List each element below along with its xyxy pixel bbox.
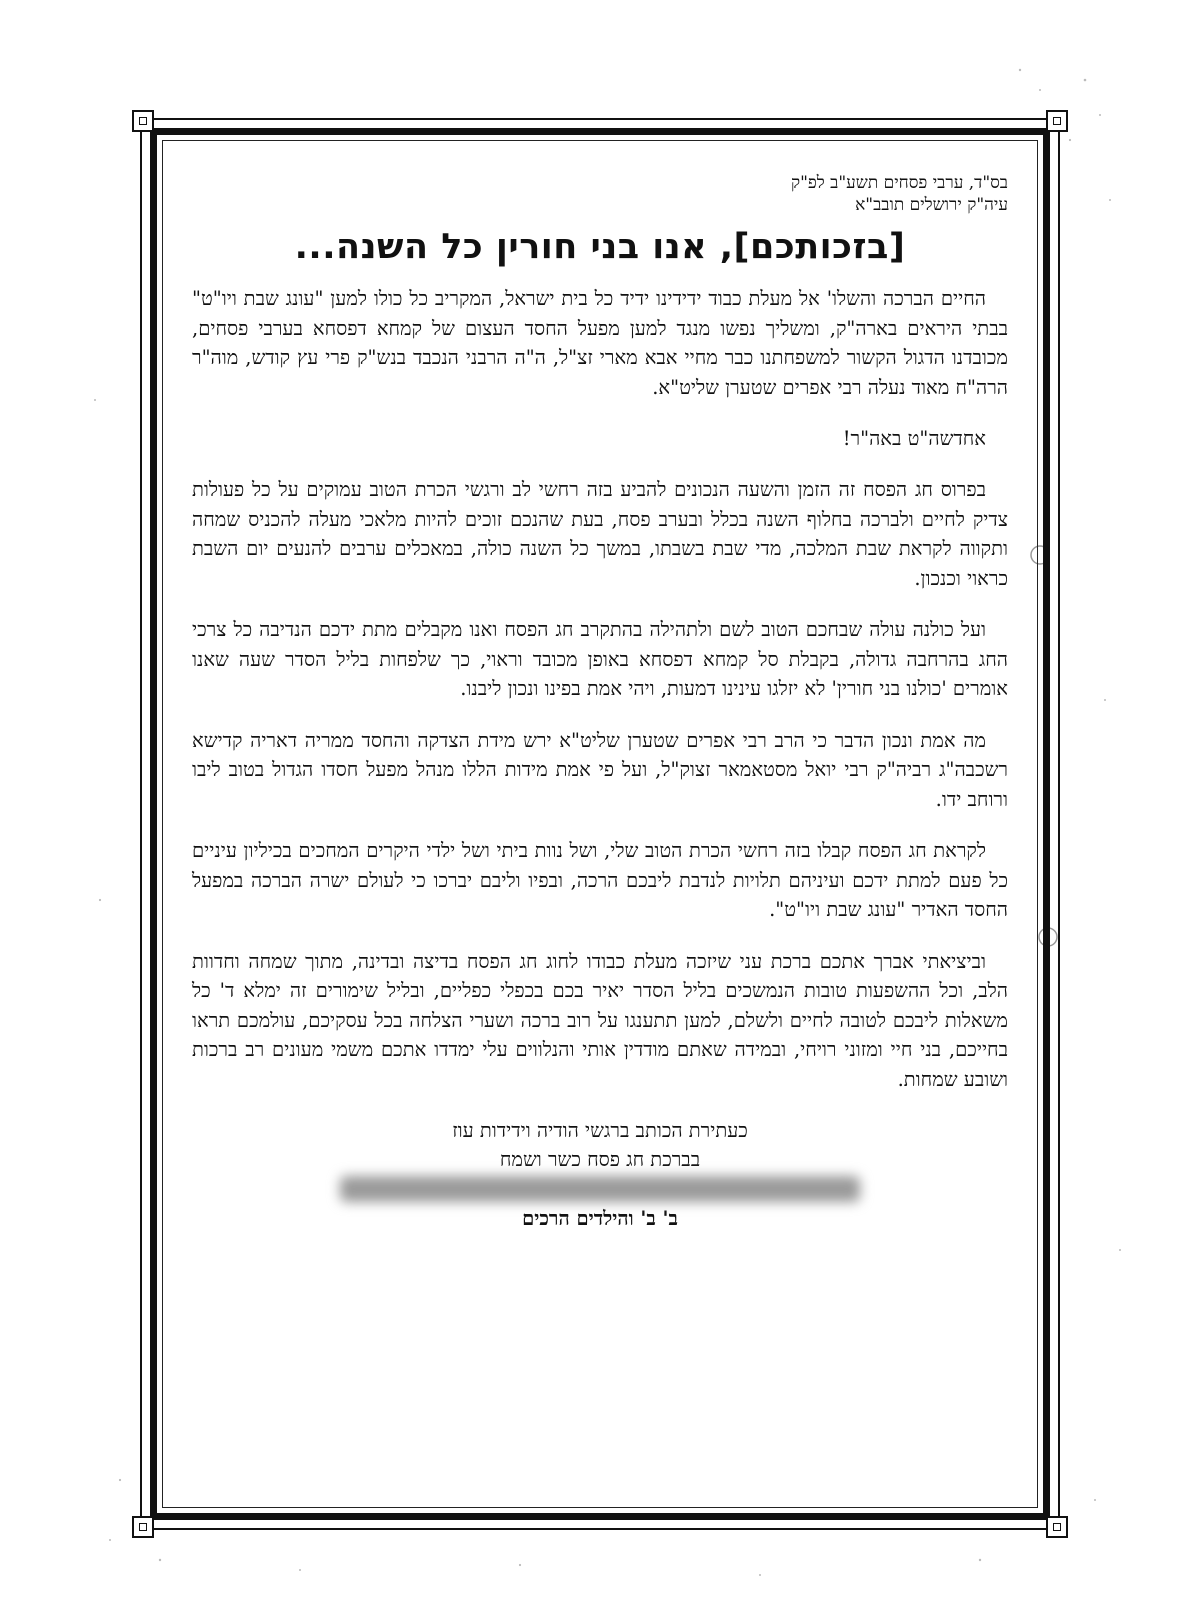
paragraph: בפרוס חג הפסח זה הזמן והשעה הנכונים להביע בזה רחשי לב ורגשי הכרת הטוב עמוקים על כל פעולות צדיק לחיים ולברכה בחלוף השנה בכלל ובערב פסח, בעת שהנכם זוכים להיות מלאכי מעלה להכניס שמחה ותקווה לקראת שבת המלכה, מדי שבת בשבתו, במשך כל השנה כולה, במאכלים ערבים להנעים יום השבת כראוי וכנכון. [192,478,1008,590]
paragraph: וביציאתי אברך אתכם ברכת עני שיזכה מעלת כבודו לחוג חג הפסח בדיצה ובדינה, מתוך שמחה וחדוות הלב, וכל ההשפעות טובות הנמשכים בליל הסדר יאיר בכם בכפלי כפליים, ובליל שימורים זה ימלא ד' כל משאלות ליבכם לטובה לחיים ולשלם, למען תתענגו על רוב ברכה ושערי הצלחה בכל עסקיכם, עולמכם תראו בחייכם, בני חיי ומזוני רויחי, ובמידה שאתם מודדין אותי והנלווים עלי ימדדו אתכם משמי מעונים רב ברכות ושובע שמחות. [192,949,1008,1091]
paragraph: מה אמת ונכון הדבר כי הרב רבי אפרים שטערן שליט"א ירש מידת הצדקה והחסד ממריה דאריה קדישא רשכבה"ג רביה"ק רבי יואל מסטאמאר זצוק"ל, ועל פי אמת מידות הללו מנהל מפעל חסדו הגדול בטוב ליבו ורוחב ידו. [192,728,1008,811]
paragraph: לקראת חג הפסח קבלו בזה רחשי הכרת הטוב שלי, ושל נוות ביתי ושל ילדי היקרים המחכים בכיליון עיניים כל פעם למתת ידכם ועיניהם תלויות לנדבת ליבכם הרכה, ובפיו וליבם יברכו כי לעולם ישרה הברכה במפעל החסד האדיר "עונג שבת ויו"ט". [192,839,1008,921]
paragraph: ועל כולנה עולה שבחכם הטוב לשם ולתהילה בהתקרב חג הפסח ואנו מקבלים מתת ידכם הנדיבה כל צרכי החג בהרחבה גדולה, בקבלת סל קמחא דפסחא באופן מכובד וראוי, כך שלפחות בליל הסדר שעה שאנו אומרים 'כולנו בני חורין' לא יזלגו עינינו דמעות, ויהי אמת בפינו ונכון ליבנו. [192,618,1008,700]
closing-line-2: בברכת חג פסח כשר ושמח [499,1148,701,1171]
headline: [בזכותכם], אנו בני חורין כל השנה... [294,227,906,267]
closing-block [192,1116,1008,1233]
place-line: עיה"ק ירושלים תובב"א [855,195,1008,215]
date-line: בס"ד, ערבי פסחים תשע"ב לפ"ק [790,173,1008,193]
corner-ornament-top-left [132,110,154,132]
corner-ornament-top-right [1046,110,1068,132]
paragraph-opening: החיים הברכה והשלו' אל מעלת כבוד ידידינו ידיד כל בית ישראל, המקריב כל כולו למען "עונג שבת ויו"ט" בבתי היראים בארה"ק, ומשליך נפשו מנגד למען מפעל החסד העצום של קמחא דפסחא בערבי פסחים, מכובדנו הדגול הקשור למשפחתנו כבר מחיי אבא מארי זצ"ל, ה"ה הרבני הנכבד בנש"ק פרי עץ קודש, מוה"ר הרה"ח מאוד נעלה רבי אפרים שטערן שליט"א. [192,287,1008,399]
greeting: אחדשה"ט באה"ר! [842,427,986,450]
redacted-name [340,1176,860,1202]
closing-line-1: כעתירת הכותב ברגשי הודיה וידידות עוז [452,1119,748,1142]
corner-ornament-bottom-right [1046,1516,1068,1538]
corner-ornament-bottom-left [132,1516,154,1538]
signature: ב' ב' והילדים הרכים [522,1207,678,1230]
letter-body [192,172,1008,1233]
